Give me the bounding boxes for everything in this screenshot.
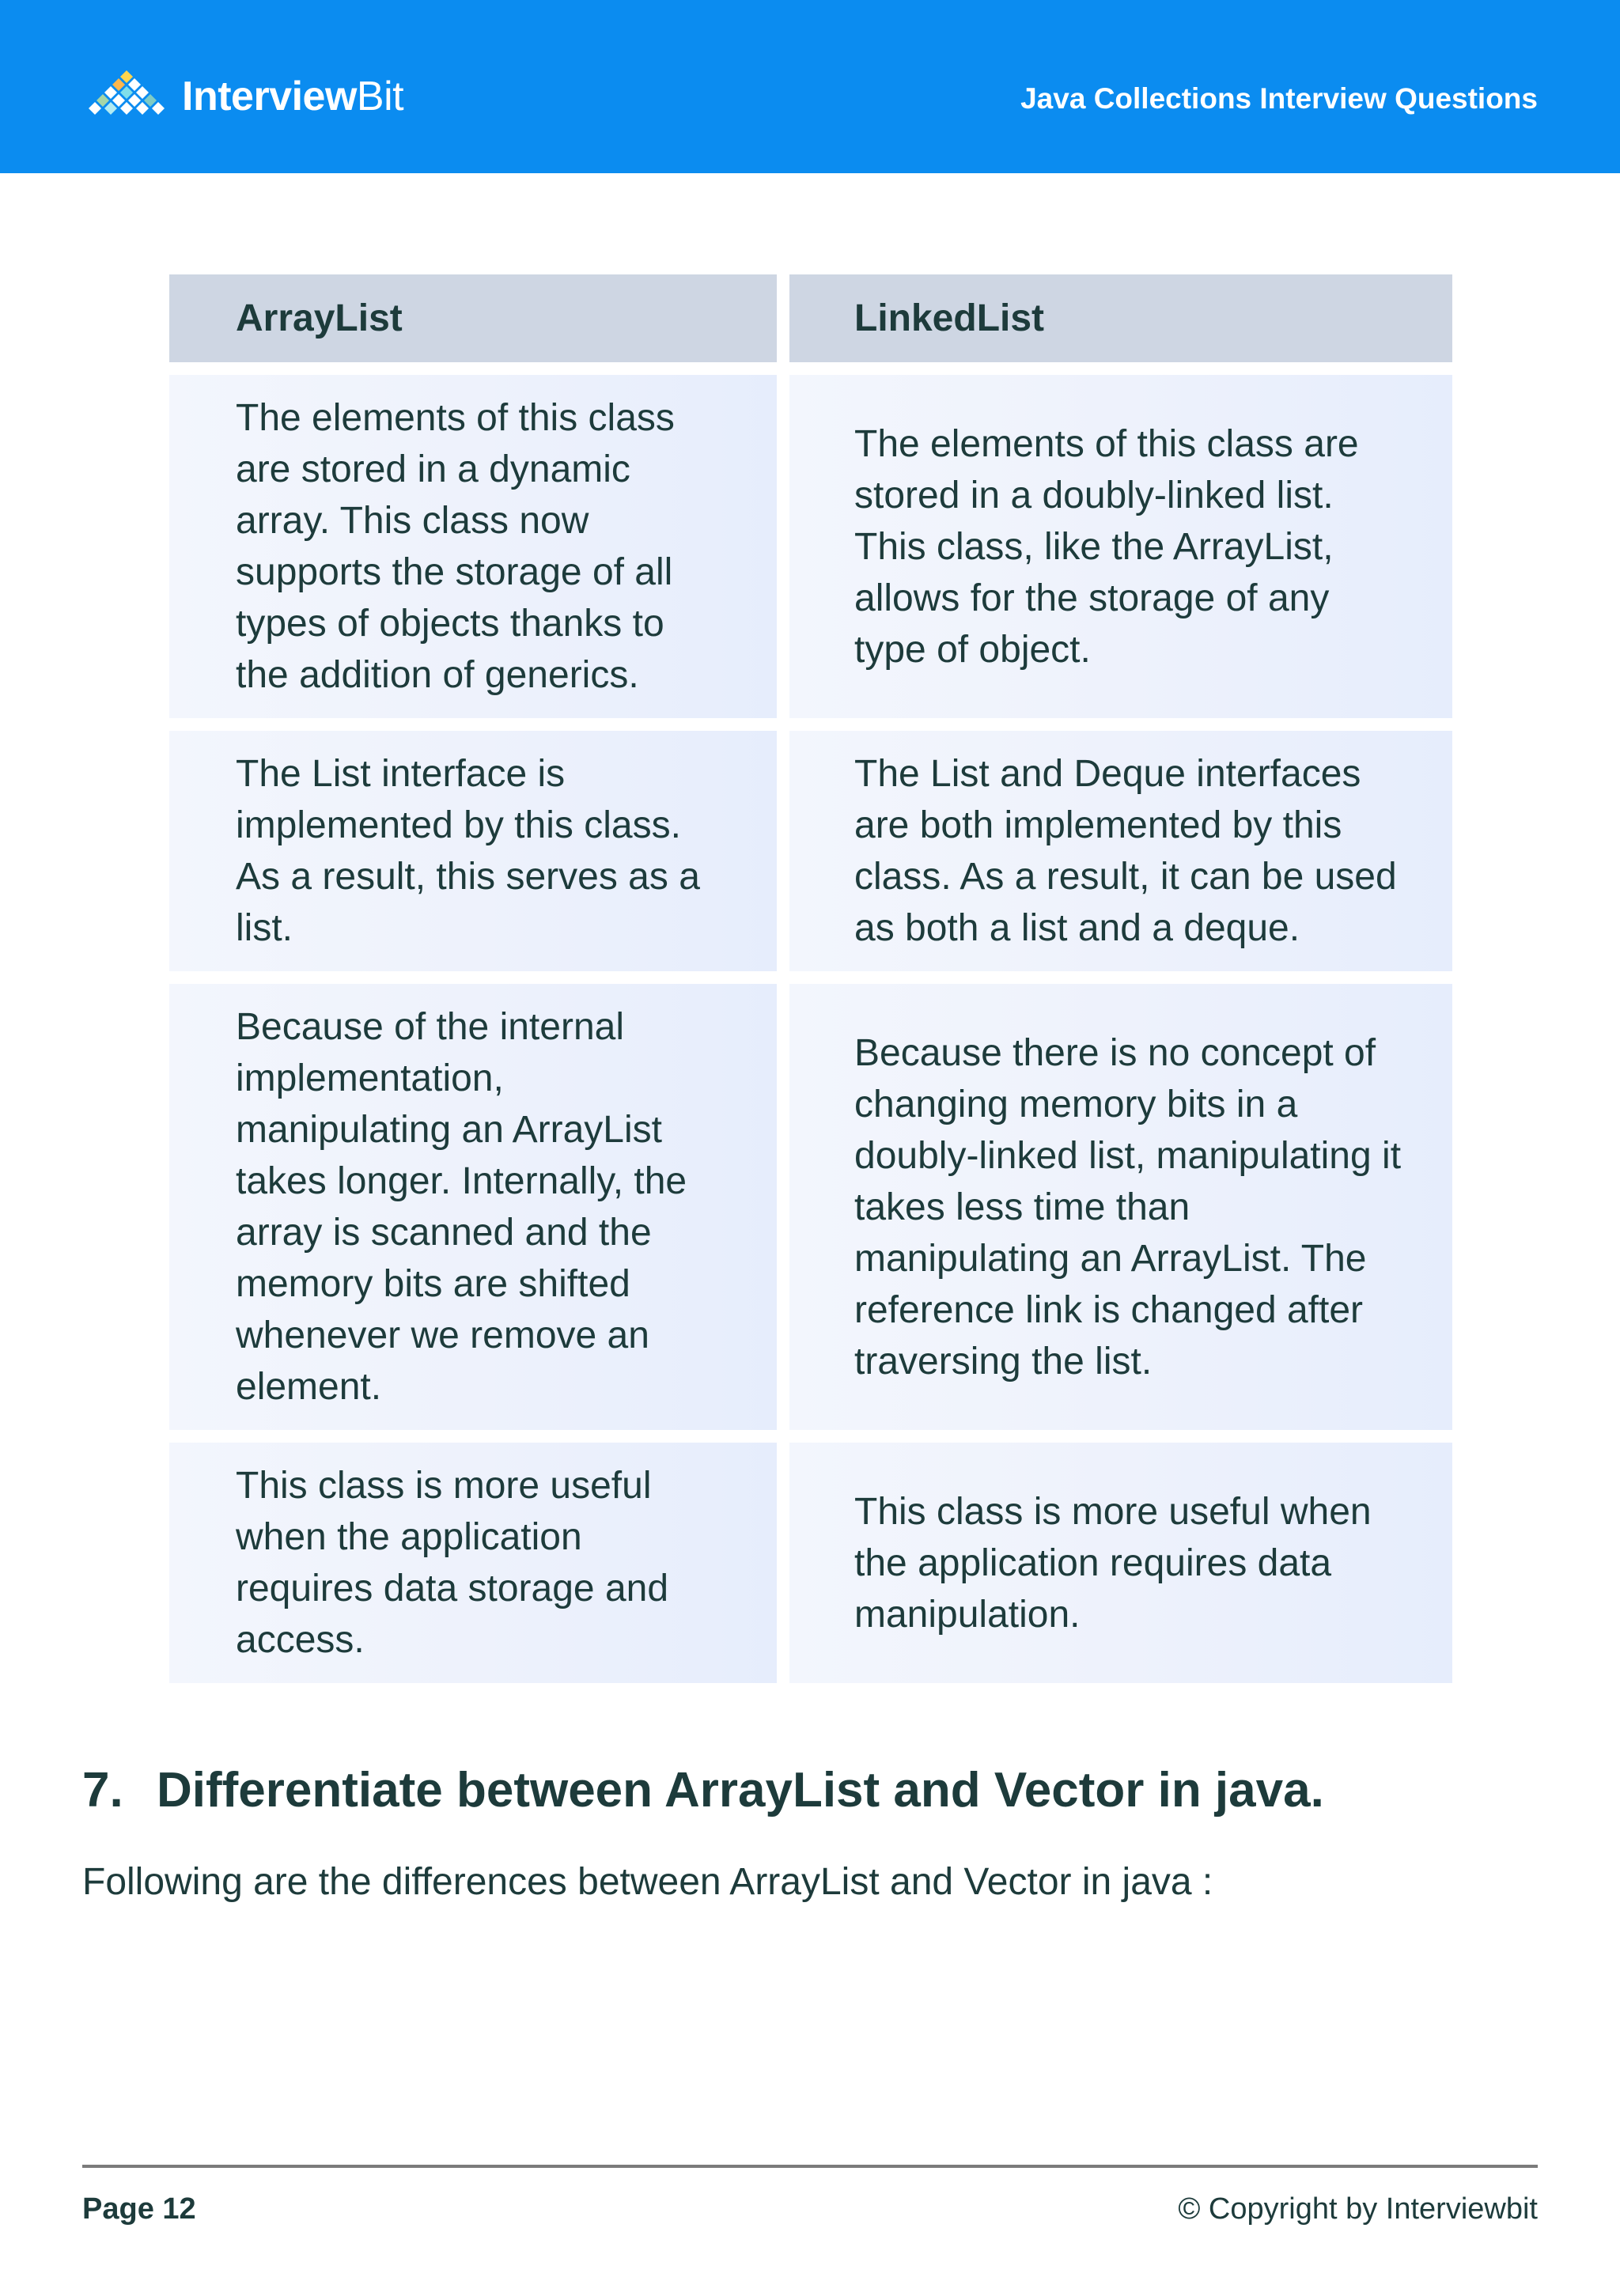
table-cell-linkedlist: Because there is no concept of changing memory bits in a doubly-linked list, manipulating it takes less time than manipulating an ArrayList. The reference link is changed after traversing the list. — [789, 984, 1452, 1430]
table-cell-arraylist: The elements of this class are stored in a dynamic array. This class now supports the storage of all types of objects thanks to the addition of generics. — [169, 375, 777, 718]
table-row — [169, 1443, 1452, 1683]
table-cell-linkedlist: The List and Deque interfaces are both implemented by this class. As a result, it can be used as both a list and a deque. — [789, 731, 1452, 971]
brand-name — [182, 73, 403, 120]
comparison-table — [169, 274, 1452, 1696]
brand-name-light: Bit — [356, 74, 404, 119]
brand-name-bold: Interview — [182, 74, 357, 119]
table-cell-linkedlist: The elements of this class are stored in a doubly-linked list. This class, like the ArrayList, allows for the storage of any type of object. — [789, 375, 1452, 718]
page-header — [0, 0, 1620, 173]
table-cell-arraylist: Because of the internal implementation, manipulating an ArrayList takes longer. Internally, the array is scanned and the memory bits are shifted whenever we remove an element. — [169, 984, 777, 1430]
document-title: Java Collections Interview Questions — [1020, 82, 1538, 115]
table-row — [169, 375, 1452, 718]
brand-logo[interactable] — [82, 65, 403, 128]
column-header-linkedlist: LinkedList — [789, 274, 1452, 362]
column-header-arraylist: ArrayList — [169, 274, 777, 362]
section-title: Differentiate between ArrayList and Vector in java. — [157, 1763, 1324, 1818]
footer-divider — [82, 2165, 1538, 2168]
copyright-text: © Copyright by Interviewbit — [1178, 2192, 1538, 2226]
page-number: Page 12 — [82, 2192, 196, 2226]
table-header-row — [169, 274, 1452, 362]
section-intro-text: Following are the differences between ArrayList and Vector in java : — [82, 1861, 1213, 1903]
table-cell-arraylist: The List interface is implemented by this class. As a result, this serves as a list. — [169, 731, 777, 971]
table-cell-linkedlist: This class is more useful when the application requires data manipulation. — [789, 1443, 1452, 1683]
interviewbit-logo-icon — [82, 69, 171, 124]
section-heading — [82, 1762, 1324, 1818]
table-row — [169, 984, 1452, 1430]
table-cell-arraylist: This class is more useful when the application requires data storage and access. — [169, 1443, 777, 1683]
table-row — [169, 731, 1452, 971]
section-number: 7. — [82, 1763, 123, 1818]
